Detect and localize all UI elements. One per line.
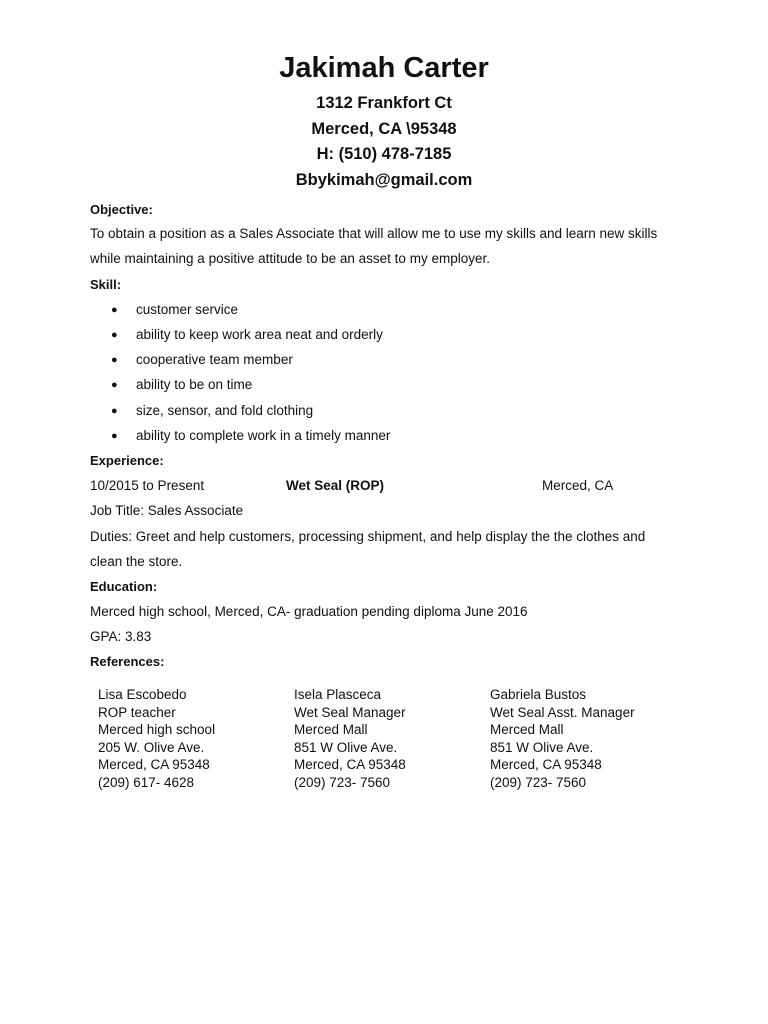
reference-title: Wet Seal Manager — [294, 704, 406, 720]
reference-street: 851 W Olive Ave. — [490, 739, 594, 755]
experience-location: Merced, CA — [542, 478, 614, 493]
reference-street: 205 W. Olive Ave. — [98, 739, 205, 755]
bullet-icon: ● — [111, 430, 118, 442]
address-line-2: Merced, CA \95348 — [311, 120, 457, 138]
bullet-icon: ● — [111, 329, 118, 341]
reference-name: Gabriela Bustos — [490, 687, 587, 702]
skill-text: cooperative team member — [136, 352, 293, 367]
experience-heading: Experience: — [90, 453, 164, 468]
skill-text: ability to be on time — [136, 377, 253, 392]
reference-city: Merced, CA 95348 — [490, 757, 602, 773]
applicant-name: Jakimah Carter — [279, 52, 489, 84]
reference-name: Lisa Escobedo — [98, 687, 187, 702]
reference-phone: (209) 617- 4628 — [98, 774, 195, 790]
reference-card — [98, 686, 288, 792]
reference-phone: (209) 723- 7560 — [294, 774, 391, 790]
experience-date: 10/2015 to Present — [90, 478, 205, 493]
reference-card — [294, 686, 484, 792]
experience-company: Wet Seal (ROP) — [286, 478, 385, 493]
objective-text-line-1: To obtain a position as a Sales Associate that will allow me to use my skills and learn new skills — [90, 226, 658, 241]
reference-phone: (209) 723- 7560 — [490, 774, 587, 790]
reference-city: Merced, CA 95348 — [294, 757, 406, 773]
skill-text: size, sensor, and fold clothing — [136, 403, 314, 418]
experience-duties-line-2: clean the store. — [90, 554, 183, 569]
skills-heading: Skill: — [90, 277, 122, 292]
reference-title: ROP teacher — [98, 704, 176, 720]
reference-city: Merced, CA 95348 — [98, 757, 210, 773]
education-gpa: GPA: 3.83 — [90, 629, 152, 644]
education-heading: Education: — [90, 579, 158, 594]
skill-text: customer service — [136, 302, 239, 317]
reference-card — [490, 686, 680, 792]
reference-name: Isela Plasceca — [294, 687, 382, 702]
reference-street: 851 W Olive Ave. — [294, 739, 398, 755]
skill-text: ability to keep work area neat and orderly — [136, 327, 383, 342]
reference-organization: Merced Mall — [490, 722, 564, 738]
references-heading: References: — [90, 654, 165, 669]
bullet-icon: ● — [111, 379, 118, 391]
bullet-icon: ● — [111, 405, 118, 417]
phone-number: H: (510) 478-7185 — [316, 145, 452, 163]
education-school: Merced high school, Merced, CA- graduation pending diploma June 2016 — [90, 604, 528, 619]
experience-duties-line-1: Duties: Greet and help customers, processing shipment, and help display the the clothes and — [90, 529, 646, 544]
reference-organization: Merced Mall — [294, 722, 368, 738]
email-address: Bbykimah@gmail.com — [295, 171, 473, 189]
reference-title: Wet Seal Asst. Manager — [490, 704, 635, 720]
bullet-icon: ● — [111, 354, 118, 366]
address-line-1: 1312 Frankfort Ct — [316, 94, 452, 112]
bullet-icon: ● — [111, 304, 118, 316]
skill-text: ability to complete work in a timely manner — [136, 428, 391, 443]
experience-job-title: Job Title: Sales Associate — [90, 503, 244, 518]
objective-text-line-2: while maintaining a positive attitude to be an asset to my employer. — [90, 251, 490, 266]
objective-heading: Objective: — [90, 202, 153, 217]
reference-organization: Merced high school — [98, 722, 216, 738]
